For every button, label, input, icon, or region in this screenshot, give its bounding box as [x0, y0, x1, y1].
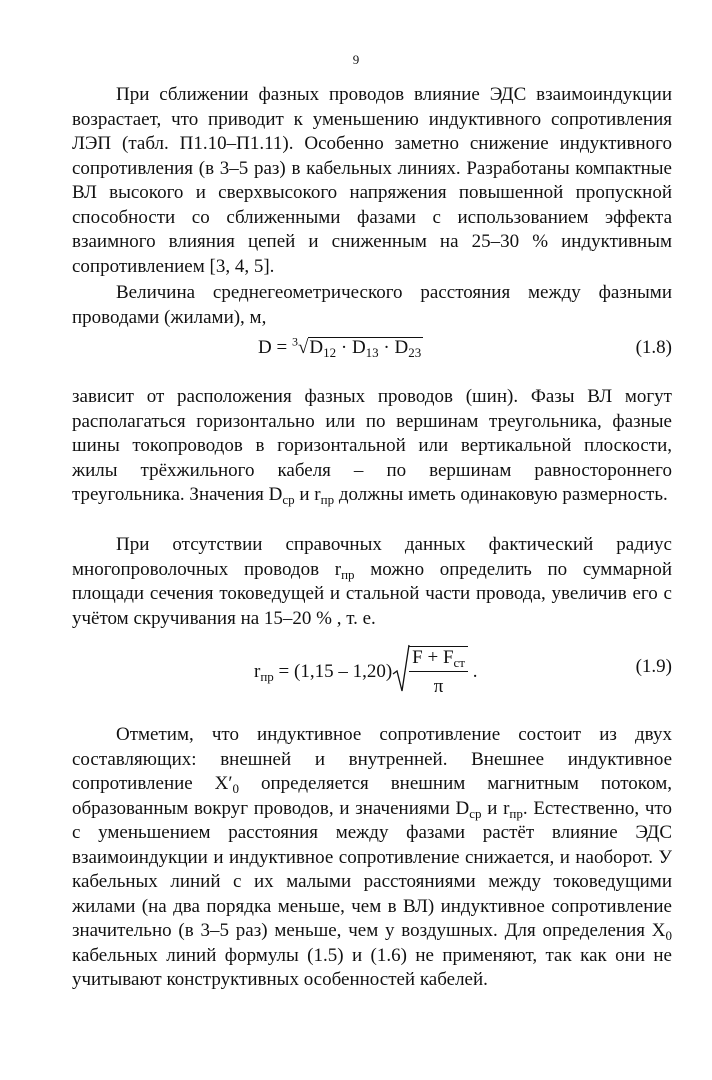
equation-1-9-fraction: $\frac{F + F_{ст}}{\pi}$: [409, 646, 468, 698]
equation-1-9-number: (1.9): [635, 656, 672, 677]
equation-1-9-body: $r_{пр} = (1,15 - 1,20)$ $\frac{F + F_{ст}}{\pi}$ .: [254, 644, 477, 700]
paragraph-mutual-induction: При сближении фазных проводов влияние ЭДС взаимоиндукции возрастает, что приводит к уменьшению индуктивного сопротивления ЛЭП (табл. П1.10–П1.11). Особенно заметно снижение индуктивного сопротивления (в 3–5 раз) в кабельных линиях. Разработаны компактные ВЛ высокого и сверхвысокого напряжения повышенной пропускной способности со сближенными фазами с использованием эффекта взаимного влияния цепей и сниженным на 25–30 % индуктивным сопротивлением [3, 4, 5].: [72, 84, 672, 277]
equation-1-8: [72, 334, 672, 367]
paragraph-inductive-components: Отметим, что индуктивное сопротивление состоит из двух составляющих: внешней и внутренней. Внешнее индуктивное сопротивление $X'_0$ определяется внешним магнитным потоком, образованным вокруг проводов, и значениями $D_{ср}$ и $r_{пр}$. Естественно, что с уменьшением расстояния между фазами растёт влияние ЭДС взаимоиндукции и индуктивное сопротивление снижается, и наоборот. У кабельных линий с их малыми расстояниями между токоведущими жилами (на два порядка меньше, чем в ВЛ) индуктивное сопротивление значительно (в 3–5 раз) меньше, чем у воздушных. Для определения $X_0$ кабельных линий формулы (1.5) и (1.6) не применяют, так как они не учитывают конструктивных особенностей кабелей.: [72, 724, 672, 990]
paragraph-actual-radius: При отсутствии справочных данных фактический радиус многопроволочных проводов $r_{пр}$ можно определить по суммарной площади сечения токоведущей и стальной части провода, увеличив его с учётом скручивания на 15–20 % , т. е.: [72, 534, 672, 629]
paragraph-phase-arrangement: зависит от расположения фазных проводов (шин). Фазы ВЛ могут располагаться горизонтально или по вершинам треугольника, фазные шины токопроводов в горизонтальной или вертикальной плоскости, жилы трёхжильного кабеля – по вершинам равностороннего треугольника. Значения $D_{ср}$ и $r_{пр}$ должны иметь одинаковую размерность.: [72, 386, 672, 507]
equation-1-8-body: $D = ^3√D_{12} \cdot D_{13} \cdot D_{23}$: [258, 334, 422, 360]
square-root-sign: [392, 644, 410, 700]
paragraph-mean-geometric-distance: Величина среднегеометрического расстояния между фазными проводами (жилами), м,: [72, 282, 672, 328]
page-number: 9: [352, 52, 360, 67]
equation-1-8-number: (1.8): [635, 337, 672, 358]
cube-root-sign: √: [297, 337, 309, 358]
equation-1-9: [72, 640, 672, 696]
cube-root-radicand: $D_{12} \cdot D_{13} \cdot D_{23}$: [309, 337, 422, 360]
